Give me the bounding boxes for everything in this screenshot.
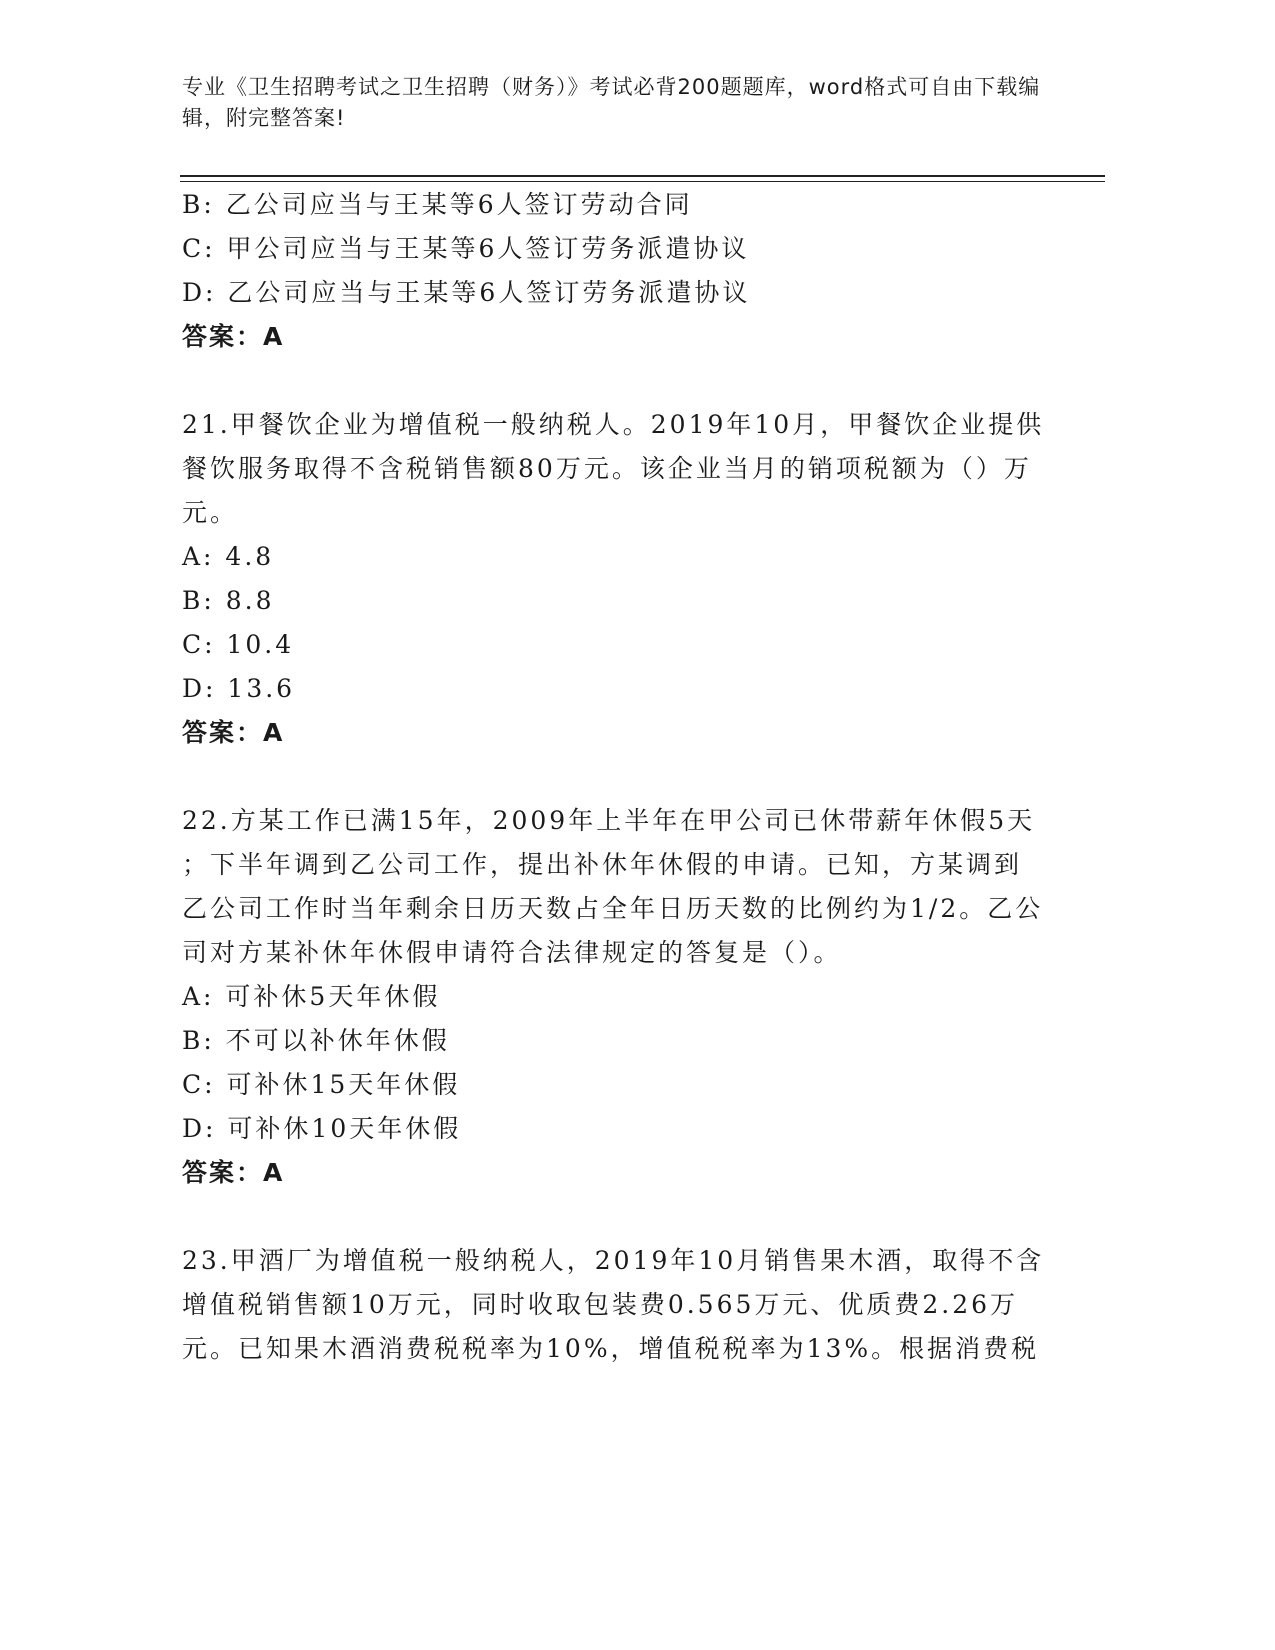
question-22 xyxy=(182,799,1042,1195)
question-text-line: 司对方某补休年休假申请符合法律规定的答复是（）。 xyxy=(182,938,842,967)
question-text-line: 元。 xyxy=(182,498,239,527)
option-d: D: 乙公司应当与王某等6人签订劳务派遣协议 xyxy=(182,278,751,307)
document-body xyxy=(182,183,1045,1371)
answer-line: 答案：A xyxy=(182,322,285,351)
option-a: A: 可补休5天年休假 xyxy=(182,982,441,1011)
answer-line: 答案：A xyxy=(182,1158,285,1187)
option-b: B: 8.8 xyxy=(182,586,275,615)
question-text-line: 23.甲酒厂为增值税一般纳税人，2019年10月销售果木酒，取得不含 xyxy=(182,1246,1045,1275)
question-text-line: 元。已知果木酒消费税税率为10%，增值税税率为13%。根据消费税 xyxy=(182,1334,1040,1363)
option-d: D: 可补休10天年休假 xyxy=(182,1114,462,1143)
option-b: B: 乙公司应当与王某等6人签订劳动合同 xyxy=(182,190,693,219)
header-rule-thick xyxy=(180,175,1105,177)
header-title: 专业《卫生招聘考试之卫生招聘（财务）》考试必背200题题库，word格式可自由下载编辑，附完整答案! xyxy=(182,75,1041,130)
option-c: C: 可补休15天年休假 xyxy=(182,1070,461,1099)
question-21 xyxy=(182,403,1045,755)
document-header xyxy=(182,72,1062,134)
question-text-line: 22.方某工作已满15年，2009年上半年在甲公司已休带薪年休假5天 xyxy=(182,806,1036,835)
option-c: C: 甲公司应当与王某等6人签订劳务派遣协议 xyxy=(182,234,750,263)
question-text-line: 乙公司工作时当年剩余日历天数占全年日历天数的比例约为1/2。乙公 xyxy=(182,894,1044,923)
question-text-line: 餐饮服务取得不含税销售额80万元。该企业当月的销项税额为（）万 xyxy=(182,454,1032,483)
option-d: D: 13.6 xyxy=(182,674,296,703)
question-text-line: ；下半年调到乙公司工作，提出补休年休假的申请。已知，方某调到 xyxy=(182,850,1023,879)
option-a: A: 4.8 xyxy=(182,542,275,571)
header-rule-thin xyxy=(180,181,1105,182)
question-text-line: 21.甲餐饮企业为增值税一般纳税人。2019年10月，甲餐饮企业提供 xyxy=(182,410,1045,439)
question-23 xyxy=(182,1239,1045,1371)
option-c: C: 10.4 xyxy=(182,630,295,659)
prev-question-block xyxy=(182,183,1042,359)
answer-line: 答案：A xyxy=(182,718,285,747)
option-b: B: 不可以补休年休假 xyxy=(182,1026,450,1055)
question-text-line: 增值税销售额10万元，同时收取包装费0.565万元、优质费2.26万 xyxy=(182,1290,1019,1319)
